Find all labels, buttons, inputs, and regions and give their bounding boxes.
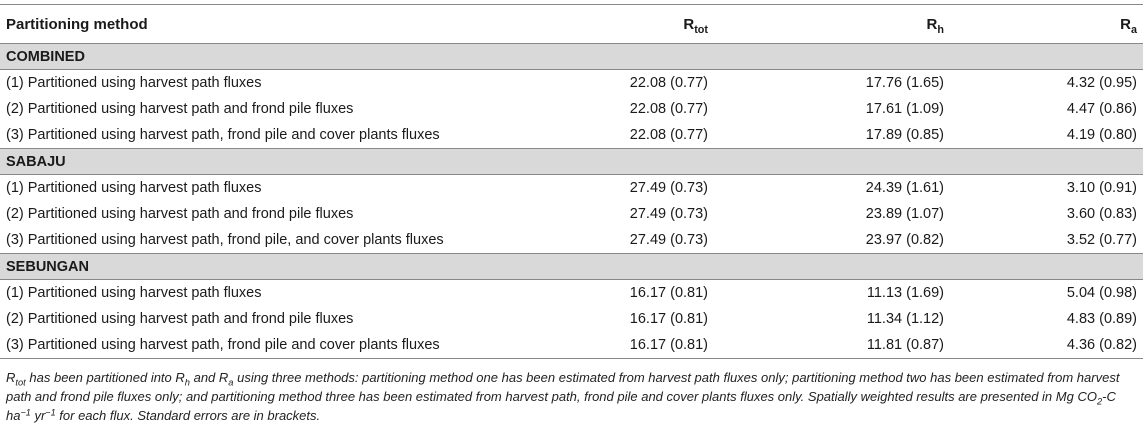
method-cell: (1) Partitioned using harvest path fluxes: [6, 285, 262, 301]
method-cell: (3) Partitioned using harvest path, frond pile and cover plants fluxes: [0, 332, 572, 359]
table-row: [0, 201, 1143, 227]
method-cell: (2) Partitioned using harvest path and frond pile fluxes: [6, 311, 354, 327]
fn-part: −1: [45, 407, 56, 418]
fn-part: −1: [20, 407, 31, 418]
header-method: [0, 5, 572, 44]
rh-cell: 17.89 (0.85): [865, 127, 944, 143]
fn-part: R: [6, 370, 16, 385]
rtot-cell: 27.49 (0.73): [629, 180, 708, 196]
rtot-cell: 22.08 (0.77): [629, 75, 708, 91]
header-method-text: Partitioning method: [6, 15, 148, 33]
ra-cell: 4.47 (0.86): [1066, 101, 1137, 117]
table-row: [0, 175, 1143, 202]
fn-part: and R: [189, 370, 229, 385]
group-name: SABAJU: [0, 149, 1143, 175]
header-rh: [708, 5, 944, 44]
rh-cell: 23.97 (0.82): [865, 232, 944, 248]
rtot-cell: 27.49 (0.73): [629, 232, 708, 248]
group-row: [0, 149, 1143, 175]
ra-cell: 3.10 (0.91): [1066, 180, 1137, 196]
method-cell: (1) Partitioned using harvest path fluxes: [6, 75, 262, 91]
fn-part: -C ha: [6, 389, 1116, 423]
header-rtot-base: R: [683, 15, 695, 33]
header-ra-base: R: [1120, 15, 1131, 33]
header-rh-base: R: [926, 15, 938, 33]
table-row: [0, 280, 1143, 307]
rtot-cell: 16.17 (0.81): [629, 311, 708, 327]
rh-cell: 11.81 (0.87): [708, 332, 944, 359]
ra-cell: 4.32 (0.95): [1066, 75, 1137, 91]
fn-part: h: [184, 377, 190, 388]
header-ra-sub: a: [1130, 23, 1137, 36]
table-footnote: [6, 368, 1136, 425]
ra-cell: 4.36 (0.82): [944, 332, 1143, 359]
table-body: [0, 44, 1143, 359]
fn-part: tot: [15, 377, 26, 388]
fn-part: 2: [1096, 396, 1103, 407]
table-row: [0, 306, 1143, 332]
method-cell: (2) Partitioned using harvest path and frond pile fluxes: [6, 101, 354, 117]
fn-part: yr: [30, 408, 46, 423]
table-row: [0, 332, 1143, 359]
rtot-cell: 22.08 (0.77): [629, 101, 708, 117]
table-row: [0, 227, 1143, 254]
rtot-cell: 16.17 (0.81): [629, 285, 708, 301]
rtot-cell: 22.08 (0.77): [629, 127, 708, 143]
fn-part: for each flux. Standard errors are in brackets.: [55, 408, 321, 423]
fn-part: has been partitioned into R: [25, 370, 185, 385]
rh-cell: 11.34 (1.12): [866, 311, 944, 327]
rtot-cell: 27.49 (0.73): [629, 206, 708, 222]
rh-cell: 24.39 (1.61): [865, 180, 944, 196]
rh-cell: 11.13 (1.69): [866, 285, 944, 301]
method-cell: (3) Partitioned using harvest path, frond pile, and cover plants fluxes: [6, 232, 444, 248]
rh-cell: 23.89 (1.07): [865, 206, 944, 222]
partitioning-table: [0, 4, 1143, 359]
rh-cell: 17.76 (1.65): [865, 75, 944, 91]
table-row: [0, 70, 1143, 97]
header-rtot: [572, 5, 708, 44]
header-row: [0, 5, 1143, 44]
method-cell: (3) Partitioned using harvest path, frond pile and cover plants fluxes: [6, 127, 440, 143]
header-rh-sub: h: [937, 23, 944, 36]
group-name: SEBUNGAN: [0, 254, 1143, 280]
fn-part: a: [228, 377, 234, 388]
fn-part: using three methods: partitioning method one has been estimated from harvest path fluxes only; partitioning method two has been estimated from harvest path and frond pile fluxes only; and partitioning method three has been estimated from harvest path, frond pile and cover plants fluxes only. Spatially weighted results are presented in Mg CO: [6, 370, 1120, 404]
group-name: COMBINED: [0, 44, 1143, 70]
ra-cell: 4.83 (0.89): [1066, 311, 1137, 327]
table-row: [0, 96, 1143, 122]
ra-cell: 3.60 (0.83): [1066, 206, 1137, 222]
rtot-cell: 16.17 (0.81): [572, 332, 708, 359]
group-row: [0, 254, 1143, 280]
ra-cell: 4.19 (0.80): [1066, 127, 1137, 143]
ra-cell: 5.04 (0.98): [1066, 285, 1137, 301]
group-row: [0, 44, 1143, 70]
header-rtot-sub: tot: [694, 23, 708, 36]
header-ra: [944, 5, 1143, 44]
ra-cell: 3.52 (0.77): [1066, 232, 1137, 248]
table-row: [0, 122, 1143, 149]
method-cell: (2) Partitioned using harvest path and frond pile fluxes: [6, 206, 354, 222]
method-cell: (1) Partitioned using harvest path fluxes: [6, 180, 262, 196]
rh-cell: 17.61 (1.09): [865, 101, 944, 117]
